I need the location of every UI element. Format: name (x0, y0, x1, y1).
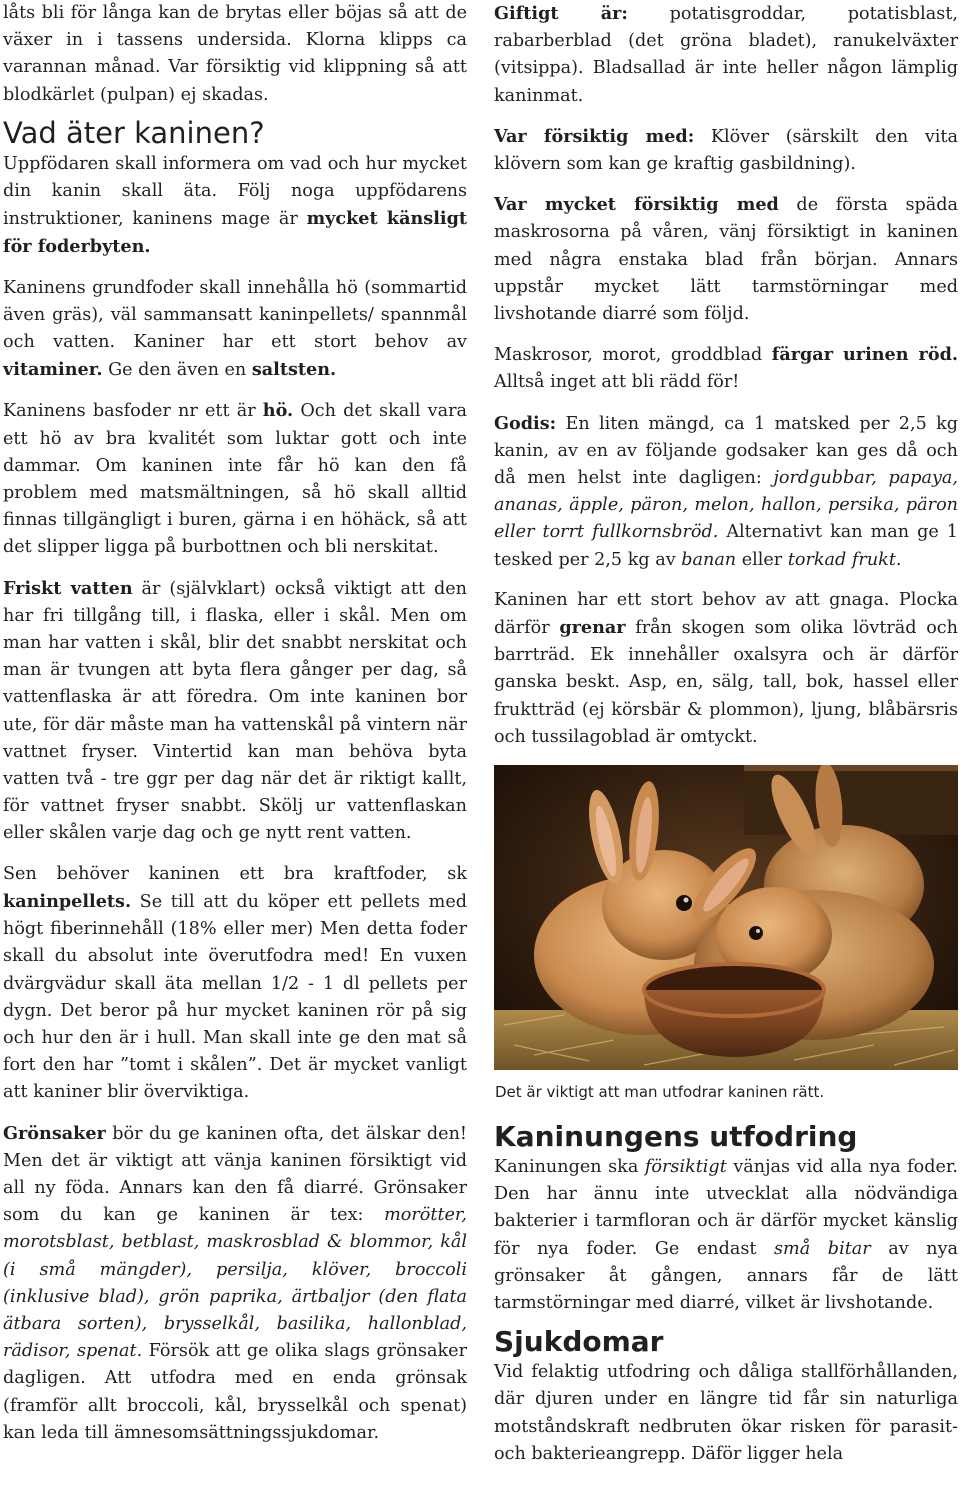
paragraph-vatten: Friskt vatten är (självklart) också viktigt att den har fri tillgång till, i flaska, eller i skål. Men om man har vatten i skål, blir det snabbt nerskitat och man är tvungen att byta flera gånger per dag, så vattenflaska är att föredra. Om inte kaninen bor ute, för där måste man ha vattenskål på vintern när vattnet fryser. Vintertid kan man behöva byta vatten två - tre ggr per dag när det är riktigt kallt, för vattnet fryser snabbt. Skölj ur vattenflaskan eller skålen varje dag och ge nytt rent vatten. (3, 577, 468, 844)
left-column (3, 0, 467, 1447)
rabbits-photo (494, 765, 958, 1070)
paragraph-basfoder: Kaninens basfoder nr ett är hö. Och det skall vara ett hö av bra kvalitét som luktar gott och inte dammar. Om kaninen inte får hö kan den få problem med matsmältningen, så hö skall alltid finnas tillgängligt i buren, gärna i en höhäck, så att det slipper ligga på burbottnen och bli nerskitat. (3, 400, 467, 558)
paragraph-grundfoder: Kaninens grundfoder skall innehålla hö (sommartid även gräs), väl sammansatt kaninpellets/ spannmål och vatten. Kaniner har ett stort behov av vitaminer. Ge den även en saltsten. (3, 277, 467, 381)
paragraph-forsiktig: Var försiktig med: Klöver (särskilt den vita klövern som kan ge kraftig gasbildning). (494, 125, 958, 175)
right-column (494, 0, 958, 751)
section-heading-sjukdomar: Sjukdomar (494, 1325, 664, 1359)
paragraph-godis: Godis: En liten mängd, ca 1 matsked per 2,5 kg kanin, av en av följande godsaker kan ges då och då men helst inte dagligen: jordgubbar, papaya, ananas, äpple, päron, melon, hallon, persika, päron eller torrt fullkornsbröd. Alternativt kan man ge 1 tesked per 2,5 kg av banan eller torkad frukt. (494, 412, 958, 570)
paragraph-gronsaker: Grönsaker bör du ge kaninen ofta, det älskar den! Men det är viktigt att vänja kaninen försiktigt vid all ny föda. Annars kan den få diarré. Grönsaker som du kan ge kaninen är tex: morötter, morotsblast, betblast, maskrosblad & blommor, kål (i små mängder), persilja, klöver, broccoli (inklusive blad), grön paprika, ärtbaljor (den flata ätbara sorten), brysselkål, basilika, hallonblad, rädisor, spenat. Försök att ge olika slags grönsaker dagligen. Att utfodra med en enda grönsak (framför allt broccoli, kål, brysselkål och spenat) kan leda till ämnesomsättningssjukdomar. (3, 1122, 468, 1443)
paragraph-gnaga: Kaninen har ett stort behov av att gnaga. Plocka därför grenar från skogen som olika lövträd och barrträd. Ek innehåller oxalsyra och är därför ganska beskt. Asp, en, sälg, tall, bok, hassel eller fruktträd (ej körsbär & plommon), ljung, blåbärsris och tussilagoblad är omtyckt. (494, 589, 958, 747)
section-heading-kaninungens-utfodring: Kaninungens utfodring (494, 1120, 858, 1153)
section-heading-vad-ater: Vad äter kaninen? (3, 115, 265, 150)
paragraph-sjukdomar: Vid felaktig utfodring och dåliga stallförhållanden, där djuren under en längre tid får sin naturliga motståndskraft nedbruten ökar risken för parasit- och bakterieangrepp. Däför ligger hela (494, 1362, 958, 1464)
paragraph-uppfodaren: Uppfödaren skall informera om vad och hur mycket din kanin skall äta. Följ noga uppfödarens instruktioner, kaninens mage är mycket känsligt för foderbyten. (3, 153, 467, 258)
intro-paragraph: låts bli för långa kan de brytas eller böjas så att de växer in i tassens undersida. Klorna klipps ca varannan månad. Var försiktig vid klippning så att blodkärlet (pulpan) ej skadas. (3, 3, 467, 105)
right-column-lower (494, 1120, 958, 1468)
paragraph-kaninungen: Kaninungen ska försiktigt vänjas vid alla nya foder. Den har ännu inte utvecklat alla nödvändiga bakterier i tarmfloran och är därför mycket känslig för nya foder. Ge endast små bitar av nya grönsaker åt gången, annars får de lätt tarmstörningar med diarré, vilket är livshotande. (494, 1157, 958, 1314)
paragraph-maskrosor: Maskrosor, morot, groddblad färgar urinen röd. Alltså inget att bli rädd för! (494, 344, 958, 393)
photo-caption: Det är viktigt att man utfodrar kaninen rätt. (495, 1083, 825, 1101)
paragraph-giftigt: Giftigt är: potatisgroddar, potatisblast, rabarberblad (det gröna bladet), ranukelväxter (vitsippa). Bladsallad är inte heller någon lämplig kaninmat. (494, 3, 958, 106)
paragraph-kraftfoder: Sen behöver kaninen ett bra kraftfoder, sk kaninpellets. Se till att du köper ett pellets med högt fiberinnehåll (18% eller mer) Men detta foder skall du absolut inte överutfodra med! En vuxen dvärgvädur skall äta mellan 1/2 - 1 dl pellets per dygn. Det beror på hur mycket kaninen rör på sig och hur den är i hull. Man skall inte ge den mat så fort den har ”tomt i skålen”. Det är mycket vanligt att kaniner blir överviktiga. (3, 863, 467, 1103)
rabbits-illustration (494, 765, 958, 1070)
paragraph-mycket-forsiktig: Var mycket försiktig med de första späda maskrosorna på våren, vänj försiktigt in kaninen med några enstaka blad från början. Annars uppstår mycket lätt tarmstörningar med livshotande diarré som följd. (494, 194, 958, 325)
